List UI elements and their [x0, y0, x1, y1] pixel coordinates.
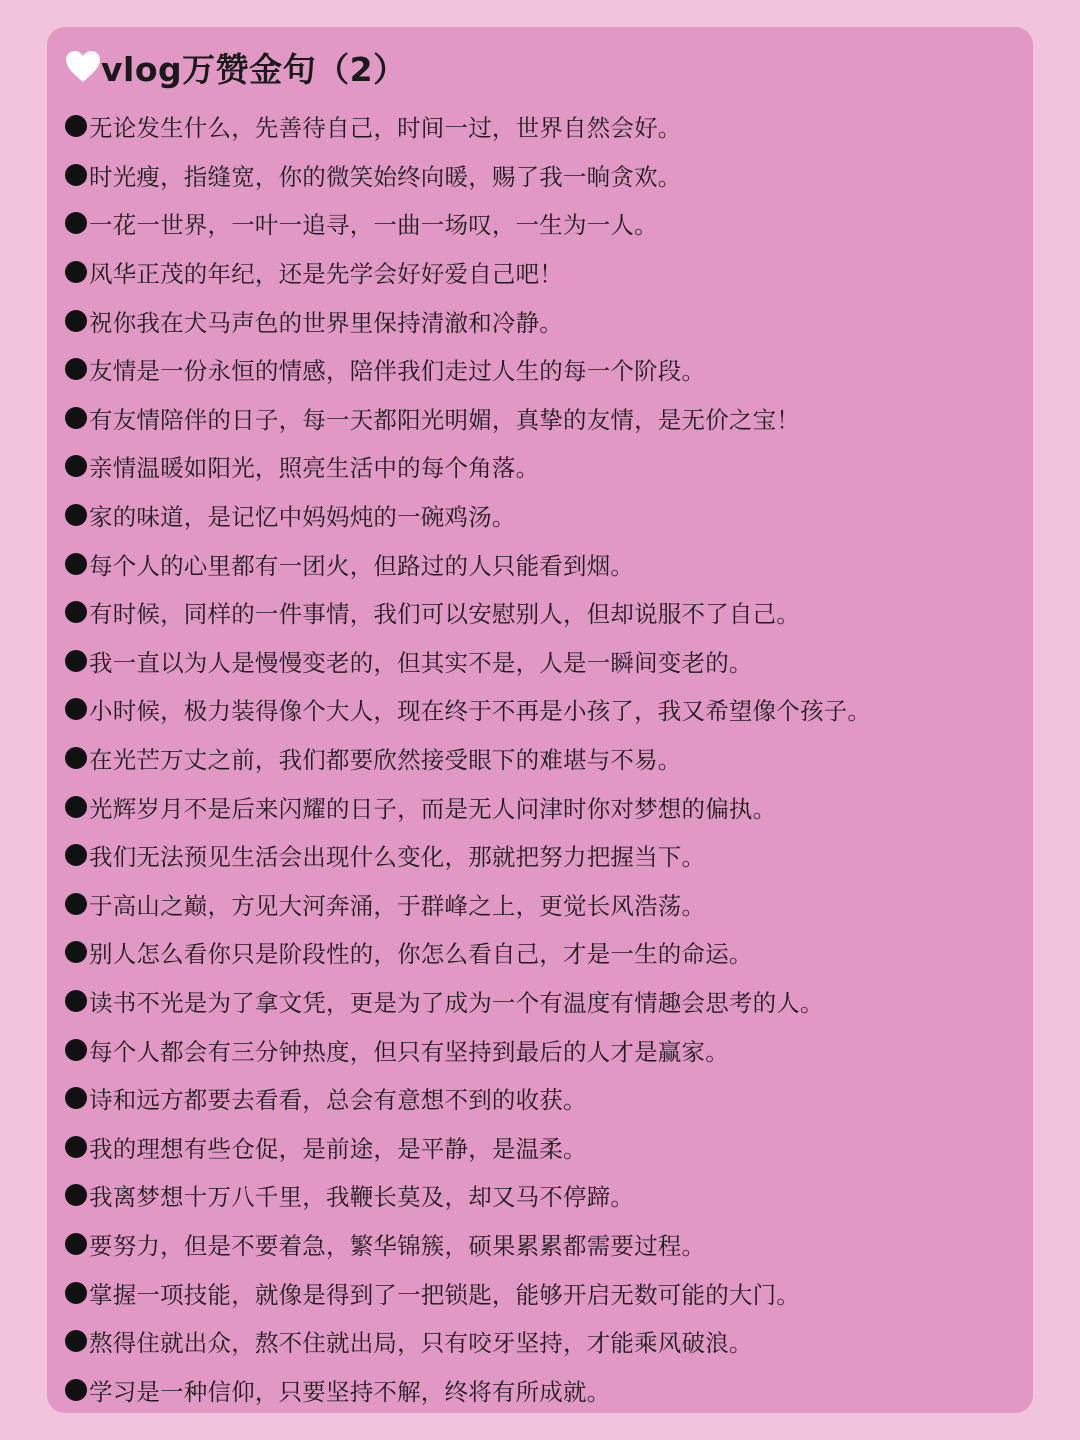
quote-text: 家的味道，是记忆中妈妈炖的一碗鸡汤。	[89, 503, 516, 532]
bullet-icon	[65, 1184, 87, 1206]
quote-text: 光辉岁月不是后来闪耀的日子，而是无人问津时你对梦想的偏执。	[89, 794, 777, 823]
quote-item	[65, 831, 871, 880]
quote-item	[65, 1171, 871, 1220]
bullet-icon	[65, 212, 87, 234]
bullet-icon	[65, 1087, 87, 1109]
quote-text: 我一直以为人是慢慢变老的，但其实不是，人是一瞬间变老的。	[89, 648, 753, 677]
quote-text: 学习是一种信仰，只要坚持不解，终将有所成就。	[89, 1377, 611, 1406]
quote-item	[65, 345, 871, 394]
quote-text: 友情是一份永恒的情感，陪伴我们走过人生的每一个阶段。	[89, 357, 706, 386]
bullet-icon	[65, 1136, 87, 1158]
quote-item	[65, 1268, 871, 1317]
bullet-icon	[65, 601, 87, 623]
quote-item	[65, 1317, 871, 1366]
quote-text: 我离梦想十万八千里，我鞭长莫及，却又马不停蹄。	[89, 1183, 635, 1212]
quote-text: 我们无法预见生活会出现什么变化，那就把努力把握当下。	[89, 843, 706, 872]
quote-item	[65, 977, 871, 1026]
quote-item	[65, 1074, 871, 1123]
quote-text: 时光瘦，指缝宽，你的微笑始终向暖，赐了我一晌贪欢。	[89, 162, 682, 191]
quote-item	[65, 394, 871, 443]
quote-item	[65, 685, 871, 734]
quote-text: 在光芒万丈之前，我们都要欣然接受眼下的难堪与不易。	[89, 746, 682, 775]
quote-item	[65, 928, 871, 977]
bullet-icon	[65, 698, 87, 720]
quote-item	[65, 880, 871, 929]
quote-text: 祝你我在犬马声色的世界里保持清澈和冷静。	[89, 308, 563, 337]
quote-text: 有时候，同样的一件事情，我们可以安慰别人，但却说服不了自己。	[89, 600, 800, 629]
quote-item	[65, 1122, 871, 1171]
title-row	[65, 45, 407, 89]
quote-text: 风华正茂的年纪，还是先学会好好爱自己吧！	[89, 260, 563, 289]
bullet-icon	[65, 553, 87, 575]
bullet-icon	[65, 844, 87, 866]
quote-item	[65, 588, 871, 637]
quote-text: 有友情陪伴的日子，每一天都阳光明媚，真挚的友情，是无价之宝！	[89, 405, 800, 434]
bullet-icon	[65, 358, 87, 380]
bullet-icon	[65, 747, 87, 769]
quote-item	[65, 1025, 871, 1074]
quote-text: 每个人的心里都有一团火，但路过的人只能看到烟。	[89, 551, 635, 580]
bullet-icon	[65, 1039, 87, 1061]
bullet-icon	[65, 1233, 87, 1255]
bullet-icon	[65, 407, 87, 429]
quote-item	[65, 296, 871, 345]
quote-list	[65, 102, 871, 1414]
quote-text: 要努力，但是不要着急，繁华锦簇，硕果累累都需要过程。	[89, 1231, 706, 1260]
quote-card	[47, 27, 1033, 1413]
quote-text: 读书不光是为了拿文凭，更是为了成为一个有温度有情趣会思考的人。	[89, 988, 824, 1017]
quote-item	[65, 1220, 871, 1269]
bullet-icon	[65, 261, 87, 283]
quote-text: 我的理想有些仓促，是前途，是平静，是温柔。	[89, 1134, 587, 1163]
quote-text: 别人怎么看你只是阶段性的，你怎么看自己，才是一生的命运。	[89, 940, 753, 969]
bullet-icon	[65, 115, 87, 137]
quote-item	[65, 637, 871, 686]
bullet-icon	[65, 796, 87, 818]
bullet-icon	[65, 455, 87, 477]
quote-item	[65, 782, 871, 831]
bullet-icon	[65, 310, 87, 332]
bullet-icon	[65, 504, 87, 526]
quote-item	[65, 442, 871, 491]
white-heart-icon	[65, 50, 101, 84]
quote-item	[65, 491, 871, 540]
page-title: vlog万赞金句（2）	[101, 49, 407, 89]
bullet-icon	[65, 1330, 87, 1352]
quote-text: 一花一世界，一叶一追寻，一曲一场叹，一生为一人。	[89, 211, 658, 240]
quote-item	[65, 151, 871, 200]
bullet-icon	[65, 990, 87, 1012]
bullet-icon	[65, 1282, 87, 1304]
quote-text: 每个人都会有三分钟热度，但只有坚持到最后的人才是赢家。	[89, 1037, 729, 1066]
quote-item	[65, 734, 871, 783]
bullet-icon	[65, 1379, 87, 1401]
quote-text: 无论发生什么，先善待自己，时间一过，世界自然会好。	[89, 114, 682, 143]
quote-text: 亲情温暖如阳光，照亮生活中的每个角落。	[89, 454, 540, 483]
bullet-icon	[65, 893, 87, 915]
quote-item	[65, 248, 871, 297]
quote-text: 于高山之巅，方见大河奔涌，于群峰之上，更觉长风浩荡。	[89, 891, 706, 920]
quote-item	[65, 102, 871, 151]
quote-item	[65, 1365, 871, 1414]
bullet-icon	[65, 650, 87, 672]
quote-text: 熬得住就出众，熬不住就出局，只有咬牙坚持，才能乘风破浪。	[89, 1329, 753, 1358]
quote-text: 掌握一项技能，就像是得到了一把锁匙，能够开启无数可能的大门。	[89, 1280, 800, 1309]
bullet-icon	[65, 164, 87, 186]
bullet-icon	[65, 941, 87, 963]
quote-item	[65, 539, 871, 588]
quote-item	[65, 199, 871, 248]
quote-text: 诗和远方都要去看看，总会有意想不到的收获。	[89, 1086, 587, 1115]
quote-text: 小时候，极力装得像个大人，现在终于不再是小孩了，我又希望像个孩子。	[89, 697, 872, 726]
